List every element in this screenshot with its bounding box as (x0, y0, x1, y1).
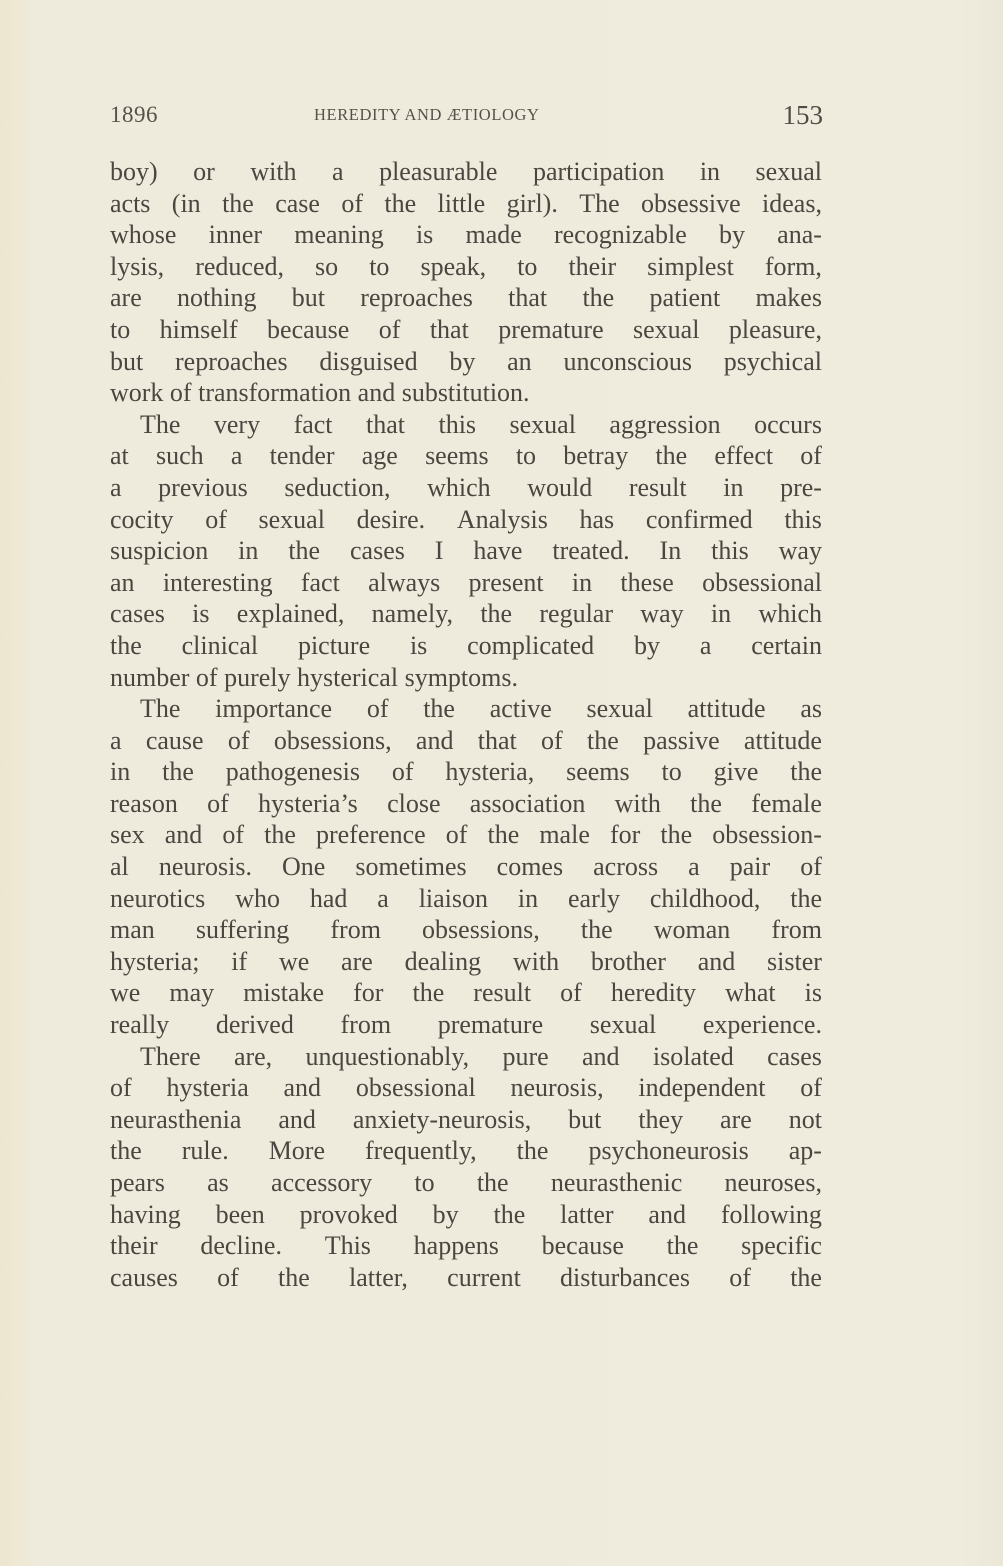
running-head (110, 98, 823, 138)
text-line: hysteria; if we are dealing with brother and sister (110, 946, 822, 976)
text-line: pears as accessory to the neurasthenic neuroses, (110, 1168, 822, 1197)
body-text (110, 156, 822, 1293)
running-head-year: 1896 (110, 102, 158, 127)
text-line: boy) or with a pleasurable participation in sexual (110, 157, 822, 186)
text-line: of hysteria and obsessional neurosis, independent of (110, 1073, 822, 1103)
text-line: neurotics who had a liaison in early childhood, the (110, 883, 822, 913)
text-line: really derived from premature sexual experience. (110, 1010, 822, 1040)
text-line: a cause of obsessions, and that of the passive attitude (110, 725, 822, 755)
paragraph (110, 156, 822, 409)
text-line: are nothing but reproaches that the patient makes (110, 283, 822, 313)
page-number: 153 (782, 100, 823, 130)
paragraph (110, 693, 822, 1041)
text-line: at such a tender age seems to betray the effect of (110, 441, 822, 471)
text-line: to himself because of that premature sexual pleasure, (110, 314, 822, 344)
text-line: The very fact that this sexual aggression occurs (140, 409, 822, 439)
text-line: the rule. More frequently, the psychoneurosis ap- (110, 1136, 822, 1166)
text-line: cocity of sexual desire. Analysis has confirmed this (110, 504, 822, 534)
text-line: their decline. This happens because the specific (110, 1231, 822, 1261)
text-line: There are, unquestionably, pure and isolated cases (140, 1041, 822, 1071)
text-line: reason of hysteria’s close association with the female (110, 788, 822, 818)
text-line: causes of the latter, current disturbances of the (110, 1262, 822, 1292)
text-line: acts (in the case of the little girl). The obsessive ideas, (110, 188, 822, 218)
paragraph (110, 409, 822, 693)
text-line: a previous seduction, which would result in pre- (110, 472, 822, 502)
text-line: cases is explained, namely, the regular way in which (110, 599, 822, 629)
text-line: whose inner meaning is made recognizable by ana- (110, 220, 822, 250)
text-line: we may mistake for the result of heredity what is (110, 978, 822, 1008)
text-line: suspicion in the cases I have treated. In this way (110, 536, 822, 566)
text-line: an interesting fact always present in these obsessional (110, 567, 822, 597)
text-line: The importance of the active sexual attitude as (140, 694, 822, 724)
text-line: al neurosis. One sometimes comes across a pair of (110, 852, 822, 882)
text-line: lysis, reduced, so to speak, to their simplest form, (110, 251, 822, 281)
text-line: work of transformation and substitution. (110, 378, 530, 408)
text-line: the clinical picture is complicated by a certain (110, 630, 822, 660)
text-line: having been provoked by the latter and following (110, 1199, 822, 1229)
text-line: but reproaches disguised by an unconscious psychical (110, 346, 822, 376)
text-line: in the pathogenesis of hysteria, seems to give the (110, 757, 822, 787)
text-line: sex and of the preference of the male for the obsession- (110, 820, 822, 850)
text-line: man suffering from obsessions, the woman from (110, 915, 822, 945)
running-head-title: HEREDITY AND ÆTIOLOGY (314, 105, 540, 124)
text-line: number of purely hysterical symptoms. (110, 662, 518, 692)
text-line: neurasthenia and anxiety-neurosis, but they are not (110, 1104, 822, 1134)
paragraph (110, 1041, 822, 1294)
